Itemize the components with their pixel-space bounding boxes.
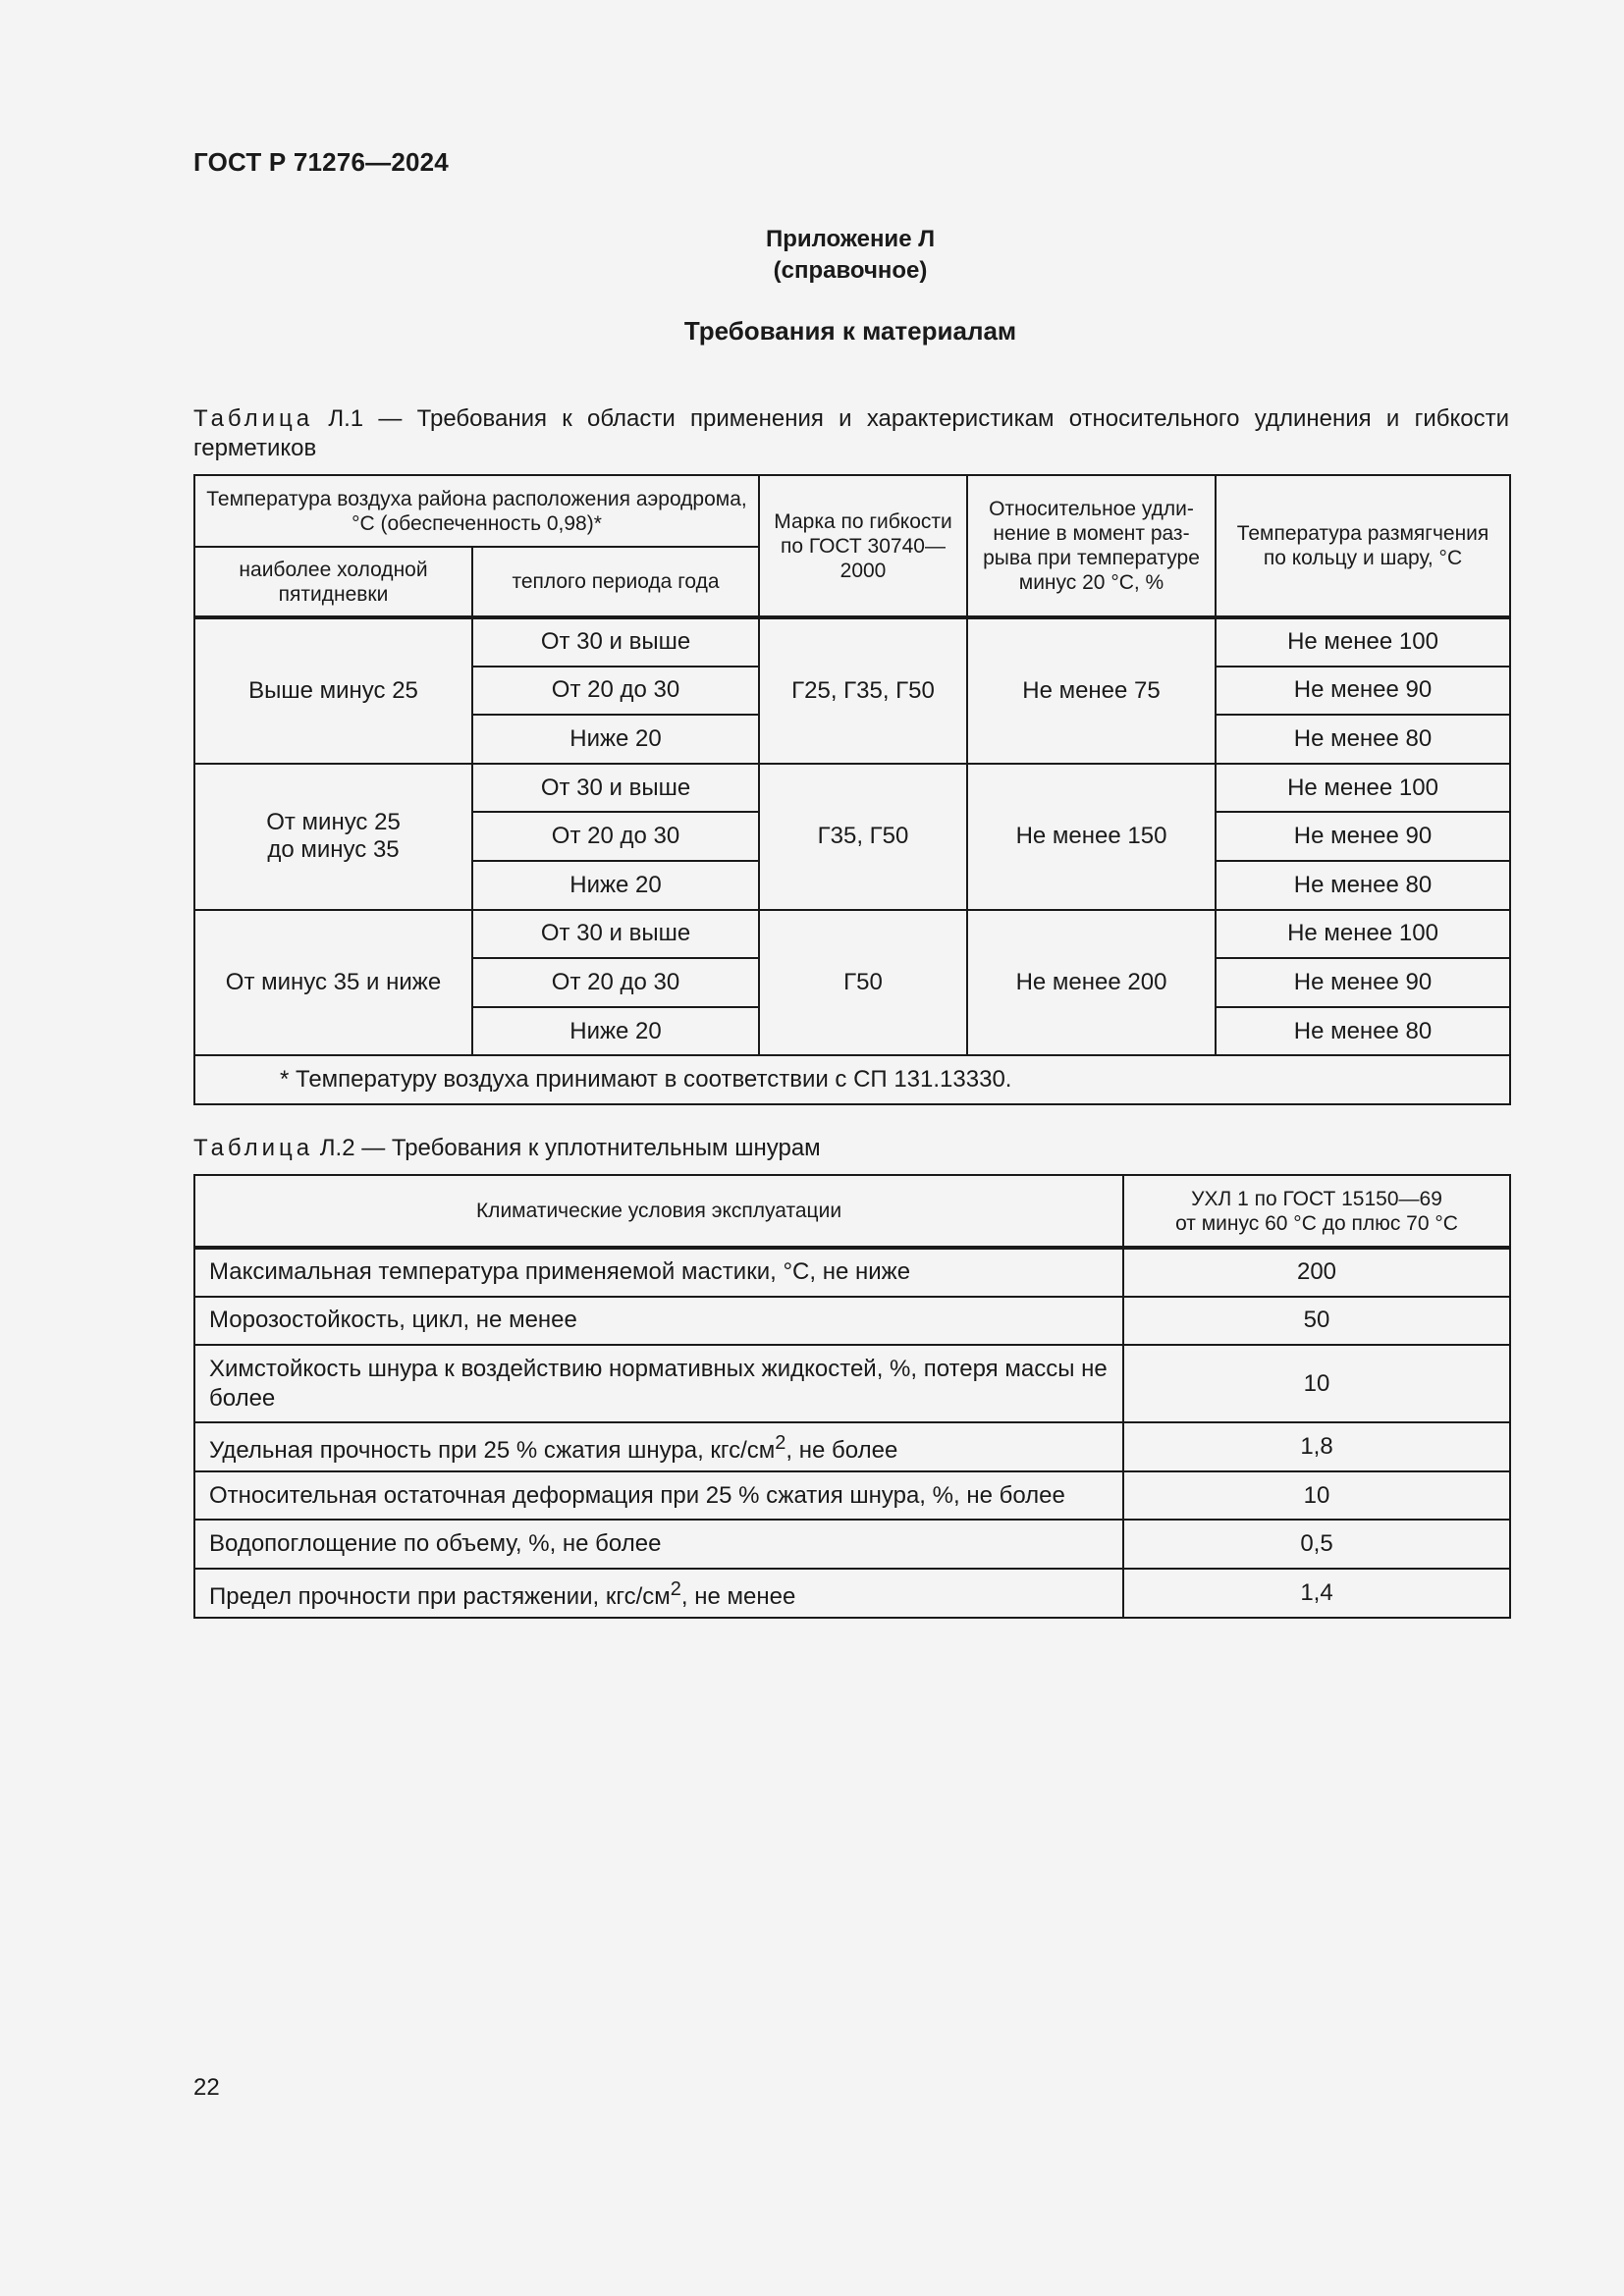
- annex-title: Приложение Л: [765, 226, 936, 252]
- property-label: Максимальная температура применяемой мастики, °С, не ниже: [194, 1248, 1123, 1297]
- property-value: 0,5: [1123, 1520, 1510, 1569]
- warm-cell: От 20 до 30: [472, 667, 759, 716]
- property-label-suffix: , не более: [785, 1436, 898, 1464]
- table-row: [194, 1422, 1510, 1471]
- property-value: 1,8: [1123, 1422, 1510, 1471]
- header-softening: Температура размягчения по кольцу и шару, °С: [1216, 475, 1510, 617]
- table2-caption: [193, 1134, 1509, 1163]
- property-value: 1,4: [1123, 1569, 1510, 1618]
- property-label-text: Удельная прочность при 25 % сжатия шнура, кгс/см: [209, 1436, 776, 1464]
- grade-cell: Г25, Г35, Г50: [759, 617, 967, 764]
- table1-caption-text: Л.1 — Требования к области применения и характеристикам относительного удлинения и гибкости герметиков: [193, 405, 1509, 461]
- elongation-cell: Не менее 200: [967, 910, 1216, 1056]
- elongation-cell: Не менее 150: [967, 764, 1216, 910]
- superscript: 2: [670, 1577, 681, 1600]
- table-row: [194, 1345, 1510, 1422]
- header-value-line2: от минус 60 °С до плюс 70 °С: [1175, 1211, 1458, 1235]
- table-row: [194, 1297, 1510, 1346]
- header-elongation: Относительное удлинение в момент разрыва при температуре минус 20 °С, %: [967, 475, 1216, 617]
- table2-caption-text: Л.2 — Требования к уплотнительным шнурам: [313, 1135, 821, 1161]
- table-row: [194, 1569, 1510, 1618]
- elongation-cell: Не менее 75: [967, 617, 1216, 764]
- cold-cell-line1: От минус 25: [266, 809, 401, 836]
- sealing-cord-requirements-table: [193, 1174, 1511, 1619]
- warm-cell: От 20 до 30: [472, 958, 759, 1007]
- property-label: Морозостойкость, цикл, не менее: [194, 1297, 1123, 1346]
- property-value: 50: [1123, 1297, 1510, 1346]
- table1-caption: [193, 404, 1509, 463]
- softening-cell: Не менее 90: [1216, 667, 1510, 716]
- warm-cell: От 30 и выше: [472, 617, 759, 667]
- table1-caption-prefix: Таблица: [193, 405, 314, 432]
- property-value: 10: [1123, 1345, 1510, 1422]
- property-label: Водопоглощение по объему, %, не более: [194, 1520, 1123, 1569]
- warm-cell: От 20 до 30: [472, 812, 759, 861]
- softening-cell: Не менее 90: [1216, 812, 1510, 861]
- property-label: Относительная остаточная деформация при 25 % сжатия шнура, %, не более: [194, 1471, 1123, 1521]
- property-label: [194, 1422, 1123, 1471]
- warm-cell: Ниже 20: [472, 715, 759, 764]
- table-row: [194, 764, 1510, 813]
- softening-cell: Не менее 100: [1216, 764, 1510, 813]
- property-label-text: Предел прочности при растяжении, кгс/см: [209, 1582, 671, 1610]
- header-value-line1: УХЛ 1 по ГОСТ 15150—69: [1191, 1187, 1442, 1210]
- warm-cell: Ниже 20: [472, 1007, 759, 1056]
- table2-caption-prefix: Таблица: [193, 1135, 314, 1161]
- softening-cell: Не менее 100: [1216, 617, 1510, 667]
- header-air-temp: Температура воздуха района расположения аэродрома, °С (обеспеченность 0,98)*: [194, 475, 759, 547]
- section-title: Требования к материалам: [683, 316, 1017, 346]
- warm-cell: От 30 и выше: [472, 910, 759, 959]
- property-value: 10: [1123, 1471, 1510, 1521]
- cold-cell: [194, 764, 472, 910]
- property-label-suffix: , не менее: [680, 1582, 796, 1610]
- softening-cell: Не менее 80: [1216, 1007, 1510, 1056]
- warm-cell: От 30 и выше: [472, 764, 759, 813]
- softening-cell: Не менее 90: [1216, 958, 1510, 1007]
- table-row: [194, 617, 1510, 667]
- table-row: [194, 1520, 1510, 1569]
- property-label: [194, 1569, 1123, 1618]
- property-value: 200: [1123, 1248, 1510, 1297]
- cold-cell-line2: до минус 35: [267, 836, 400, 864]
- superscript: 2: [775, 1431, 786, 1454]
- grade-cell: Г35, Г50: [759, 764, 967, 910]
- softening-cell: Не менее 80: [1216, 861, 1510, 910]
- header-value: [1123, 1175, 1510, 1248]
- table-row: [194, 1471, 1510, 1521]
- grade-cell: Г50: [759, 910, 967, 1056]
- cold-cell: Выше минус 25: [194, 617, 472, 764]
- header-conditions: Климатические условия эксплуатации: [194, 1175, 1123, 1248]
- softening-cell: Не менее 80: [1216, 715, 1510, 764]
- header-coldest: наиболее холодной пятидневки: [194, 547, 472, 617]
- header-grade: Марка по гибкости по ГОСТ 30740—2000: [759, 475, 967, 617]
- table-row: [194, 1248, 1510, 1297]
- warm-cell: Ниже 20: [472, 861, 759, 910]
- sealant-requirements-table: [193, 474, 1511, 1105]
- table-row: [194, 910, 1510, 959]
- property-label: Химстойкость шнура к воздействию нормативных жидкостей, %, потеря массы не более: [194, 1345, 1123, 1422]
- header-warm: теплого периода года: [472, 547, 759, 617]
- table1-footnote: * Температуру воздуха принимают в соответствии с СП 131.13330.: [194, 1055, 1510, 1104]
- annex-heading: [0, 224, 1624, 287]
- annex-subtitle: (справочное): [773, 257, 928, 284]
- softening-cell: Не менее 100: [1216, 910, 1510, 959]
- page-number: 22: [193, 2074, 220, 2101]
- document-id: ГОСТ Р 71276—2024: [193, 147, 449, 177]
- cold-cell: От минус 35 и ниже: [194, 910, 472, 1056]
